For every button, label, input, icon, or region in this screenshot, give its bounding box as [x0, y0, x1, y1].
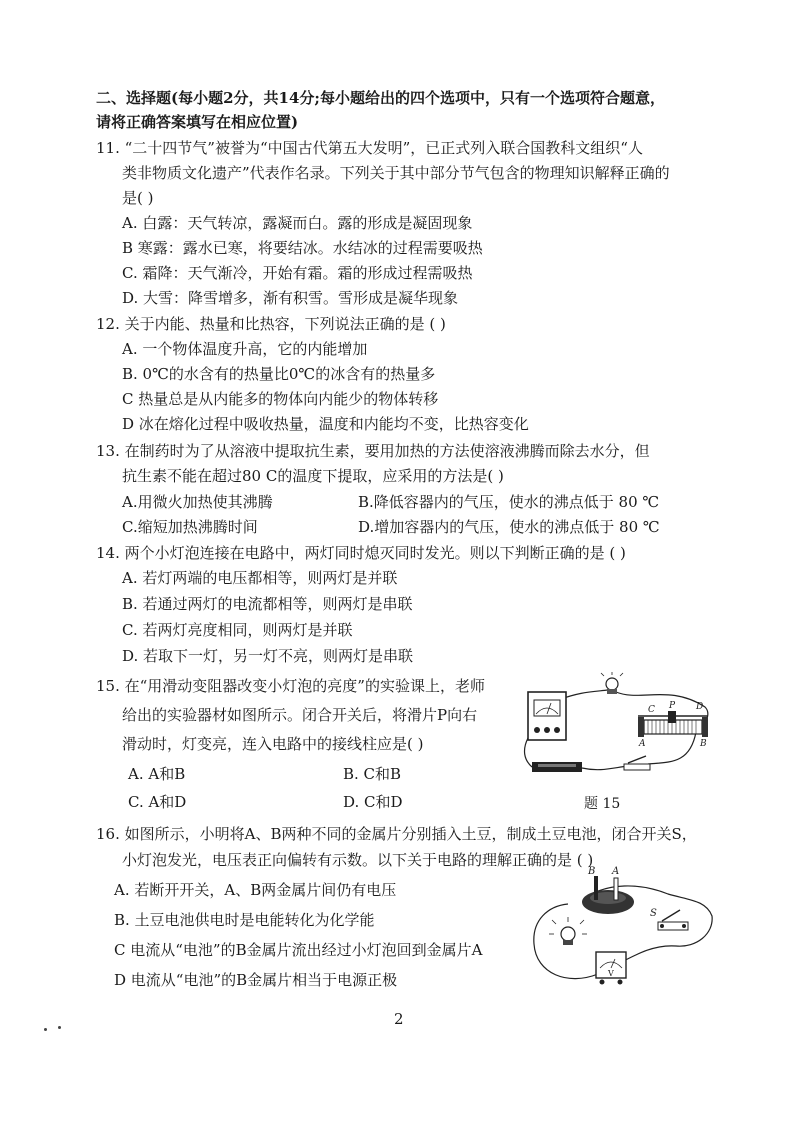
- q13-stem-line2: 抗生素不能在超过80 C的温度下提取，应采用的方法是( ): [122, 467, 504, 485]
- q16-label-b: B: [588, 866, 596, 877]
- q13-option-b: B.降低容器内的气压，使水的沸点低于 80 ℃: [358, 493, 660, 511]
- q16-option-b: B. 土豆电池供电时是电能转化为化学能: [114, 911, 375, 929]
- q16-option-d: D 电流从“电池”的B金属片相当于电源正极: [114, 971, 398, 989]
- q11-option-c: C. 霜降：天气渐冷，开始有霜。霜的形成过程需吸热: [122, 264, 473, 282]
- q11-option-b: B 寒露：露水已寒，将要结冰。水结冰的过程需要吸热: [122, 239, 483, 257]
- q15-option-a: A. A和B: [128, 765, 186, 783]
- page-number: 2: [394, 1010, 404, 1028]
- q13-stem-line1: 13. 在制药时为了从溶液中提取抗生素，要用加热的方法使溶液沸腾而除去水分，但: [96, 442, 650, 460]
- q15-stem-line3: 滑动时，灯变亮，连入电路中的接线柱应是( ): [122, 735, 424, 753]
- q11-option-a: A. 白露：天气转凉，露凝而白。露的形成是凝固现象: [122, 214, 473, 232]
- q16-circuit-figure: [528, 864, 718, 994]
- q15-label-a: A: [639, 739, 646, 749]
- scan-speck: [44, 1028, 47, 1031]
- q16-label-a: A: [612, 866, 620, 877]
- q15-option-c: C. A和D: [128, 793, 187, 811]
- q14-stem: 14. 两个小灯泡连接在电路中，两灯同时熄灭同时发光。则以下判断正确的是 ( ): [96, 544, 626, 562]
- q15-stem-line2: 给出的实验器材如图所示。闭合开关后，将滑片P向右: [122, 706, 478, 724]
- q15-label-d: D: [696, 702, 704, 712]
- q14-option-b: B. 若通过两灯的电流都相等，则两灯是串联: [122, 595, 413, 613]
- q15-label-c: C: [648, 705, 655, 715]
- q16-stem-line1: 16. 如图所示，小明将A、B两种不同的金属片分别插入土豆，制成土豆电池，闭合开关S，: [96, 825, 697, 843]
- q12-option-d: D 冰在熔化过程中吸收热量，温度和内能均不变，比热容变化: [122, 415, 529, 433]
- q15-option-b: B. C和B: [343, 765, 402, 783]
- q11-option-d: D. 大雪：降雪增多，渐有积雪。雪形成是凝华现象: [122, 289, 459, 307]
- q16-label-s: S: [650, 908, 657, 919]
- section-title-line1: 二、选择题(每小题2分，共14分;每小题给出的四个选项中，只有一个选项符合题意，: [96, 89, 665, 107]
- q14-option-a: A. 若灯两端的电压都相等，则两灯是并联: [122, 569, 398, 587]
- scan-speck: [58, 1026, 61, 1029]
- q15-option-d: D. C和D: [343, 793, 403, 811]
- q11-stem-line3: 是( ): [122, 189, 154, 207]
- q15-circuit-figure: [520, 672, 720, 784]
- q15-label-b: B: [700, 739, 707, 749]
- q12-option-a: A. 一个物体温度升高，它的内能增加: [122, 340, 368, 358]
- q12-option-b: B. 0℃的水含有的热量比0℃的冰含有的热量多: [122, 365, 436, 383]
- q11-stem-line1: 11. “二十四节气”被誉为“中国古代第五大发明”，已正式列入联合国教科文组织“人: [96, 139, 643, 157]
- q13-option-c: C.缩短加热沸腾时间: [122, 518, 258, 536]
- q15-figure-caption: 题 15: [584, 796, 621, 812]
- q15-label-p: P: [669, 701, 676, 711]
- q16-label-v: V: [608, 969, 614, 978]
- q14-option-c: C. 若两灯亮度相同，则两灯是并联: [122, 621, 353, 639]
- q12-option-c: C 热量总是从内能多的物体向内能少的物体转移: [122, 390, 439, 408]
- q16-stem-line2: 小灯泡发光，电压表正向偏转有示数。以下关于电路的理解正确的是 ( ): [122, 851, 594, 869]
- section-title-line2: 请将正确答案填写在相应位置): [96, 113, 299, 131]
- q16-option-a: A. 若断开开关，A、B两金属片间仍有电压: [114, 881, 397, 899]
- q11-stem-line2: 类非物质文化遗产”代表作名录。下列关于其中部分节气包含的物理知识解释正确的: [122, 164, 670, 182]
- q15-stem-line1: 15. 在“用滑动变阻器改变小灯泡的亮度”的实验课上，老师: [96, 677, 485, 695]
- q13-option-d: D.增加容器内的气压，使水的沸点低于 80 ℃: [358, 518, 660, 536]
- q16-option-c: C 电流从“电池”的B金属片流出经过小灯泡回到金属片A: [114, 941, 483, 959]
- q13-option-a: A.用微火加热使其沸腾: [122, 493, 273, 511]
- q14-option-d: D. 若取下一灯，另一灯不亮，则两灯是串联: [122, 647, 414, 665]
- q12-stem: 12. 关于内能、热量和比热容，下列说法正确的是 ( ): [96, 315, 446, 333]
